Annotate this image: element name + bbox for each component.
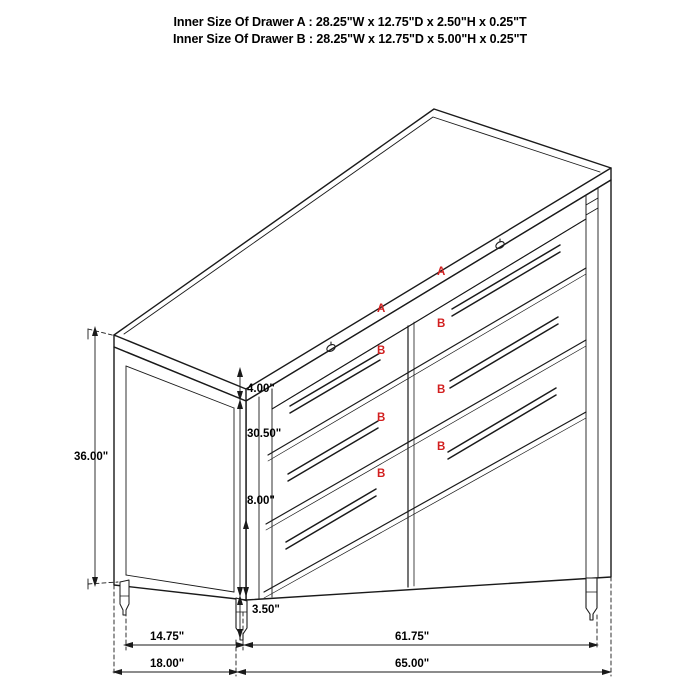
drawer-label-b-low-left: B <box>377 412 386 424</box>
drawer-label-b-bot-right: B <box>437 441 446 453</box>
drawer-label-b-mid-left: B <box>377 345 386 357</box>
dimension-depth-inner: 14.75" <box>150 631 185 643</box>
dimension-height-overall: 36.00" <box>74 451 109 463</box>
drawer-label-b-low-right: B <box>437 384 446 396</box>
drawer-label-a-top-left: A <box>377 303 386 315</box>
dimension-leg-height: 3.50" <box>252 604 280 616</box>
inner-size-drawer-b-text: Inner Size Of Drawer B : 28.25"W x 12.75"D x 5.00"H x 0.25"T <box>173 32 527 46</box>
dimension-depth-overall: 18.00" <box>150 658 185 670</box>
dimension-drawer-stack-height: 30.50" <box>247 428 282 440</box>
drawer-label-b-mid-right: B <box>437 318 446 330</box>
inner-size-drawer-a-text: Inner Size Of Drawer A : 28.25"W x 12.75"D x 2.50"H x 0.25"T <box>173 15 527 29</box>
dimension-width-overall: 65.00" <box>395 658 430 670</box>
dimension-width-inner: 61.75" <box>395 631 430 643</box>
dimension-bottom-drawer-height: 8.00" <box>247 495 275 507</box>
drawer-label-a-top-right: A <box>437 266 446 278</box>
drawer-label-b-bot-left: B <box>377 468 386 480</box>
dimension-top-drawer-height: 4.00" <box>247 383 275 395</box>
